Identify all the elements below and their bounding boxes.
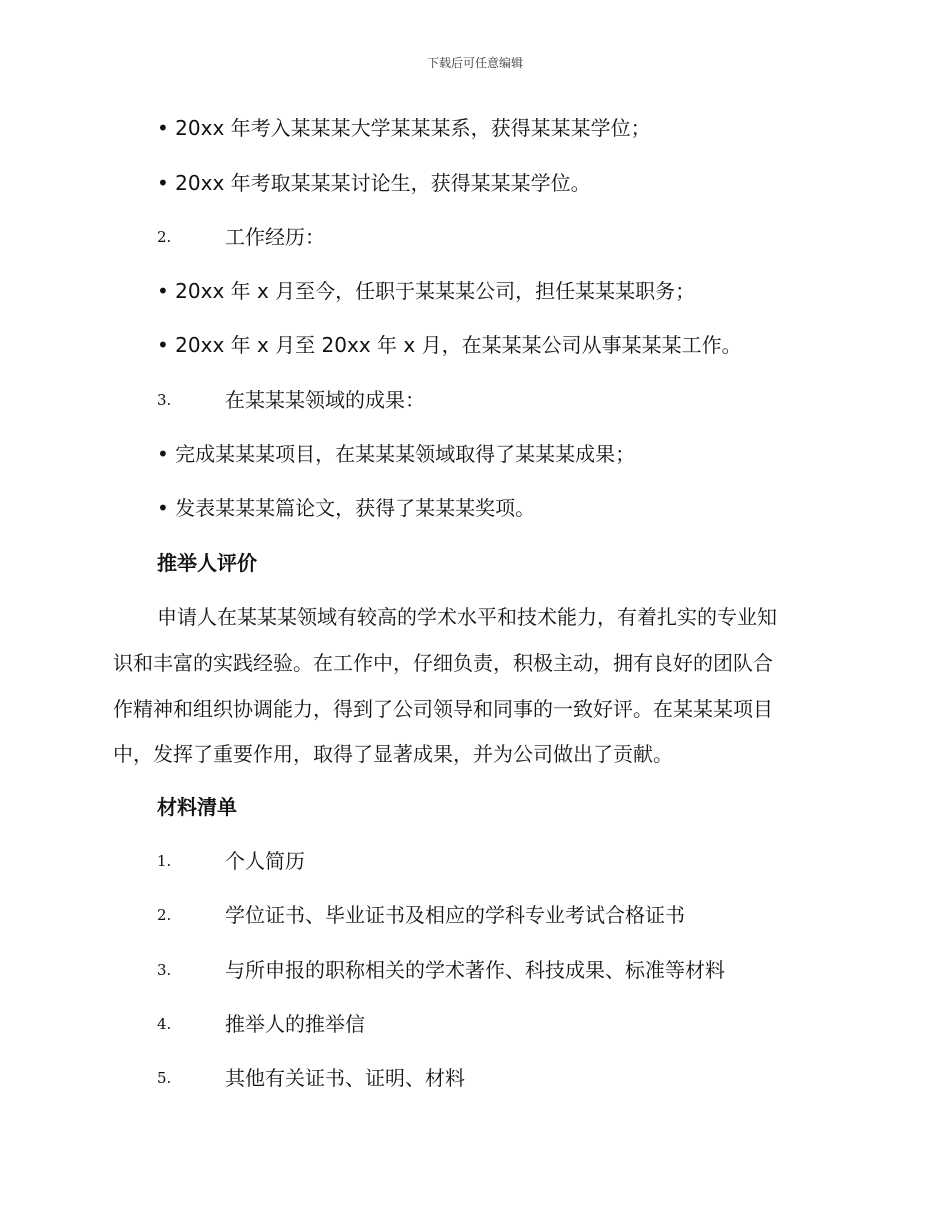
materials-item-text: 其他有关证书、证明、材料 — [225, 1066, 465, 1090]
work-section-title: 工作经历： — [225, 225, 325, 249]
materials-item-text: 个人简历 — [225, 849, 305, 873]
materials-item-text: 推举人的推举信 — [225, 1012, 365, 1036]
materials-item-number: 3. — [157, 961, 172, 979]
work-bullet-2: • 20xx 年 x 月至 20xx 年 x 月，在某某某公司从事某某某工作。 — [157, 333, 742, 357]
achievements-section-number: 3. — [157, 391, 172, 409]
evaluation-line-4: 中，发挥了重要作用，取得了显著成果，并为公司做出了贡献。 — [113, 742, 673, 766]
materials-item-number: 4. — [157, 1015, 172, 1033]
work-section-number: 2. — [157, 228, 172, 246]
materials-item-number: 1. — [157, 852, 172, 870]
education-bullet-2: • 20xx 年考取某某某讨论生，获得某某某学位。 — [157, 171, 591, 195]
achievements-bullet-2: • 发表某某某篇论文，获得了某某某奖项。 — [157, 496, 536, 520]
achievements-section-title: 在某某某领域的成果： — [225, 388, 425, 412]
evaluation-line-3: 作精神和组织协调能力，得到了公司领导和同事的一致好评。在某某某项目 — [113, 697, 773, 721]
evaluation-heading: 推举人评价 — [157, 551, 257, 575]
materials-item-number: 5. — [157, 1069, 172, 1087]
evaluation-line-1: 申请人在某某某领域有较高的学术水平和技术能力，有着扎实的专业知 — [157, 605, 777, 629]
materials-item-text: 学位证书、毕业证书及相应的学科专业考试合格证书 — [225, 903, 685, 927]
materials-heading: 材料清单 — [157, 795, 237, 819]
materials-item-number: 2. — [157, 906, 172, 924]
page-header: 下载后可任意编辑 — [426, 56, 523, 70]
achievements-bullet-1: • 完成某某某项目，在某某某领域取得了某某某成果； — [157, 442, 636, 466]
education-bullet-1: • 20xx 年考入某某某大学某某某系，获得某某某学位； — [157, 116, 651, 140]
materials-item-text: 与所申报的职称相关的学术著作、科技成果、标准等材料 — [225, 958, 725, 982]
work-bullet-1: • 20xx 年 x 月至今，任职于某某某公司，担任某某某职务； — [157, 279, 696, 303]
evaluation-line-2: 识和丰富的实践经验。在工作中，仔细负责，积极主动，拥有良好的团队合 — [113, 651, 773, 675]
